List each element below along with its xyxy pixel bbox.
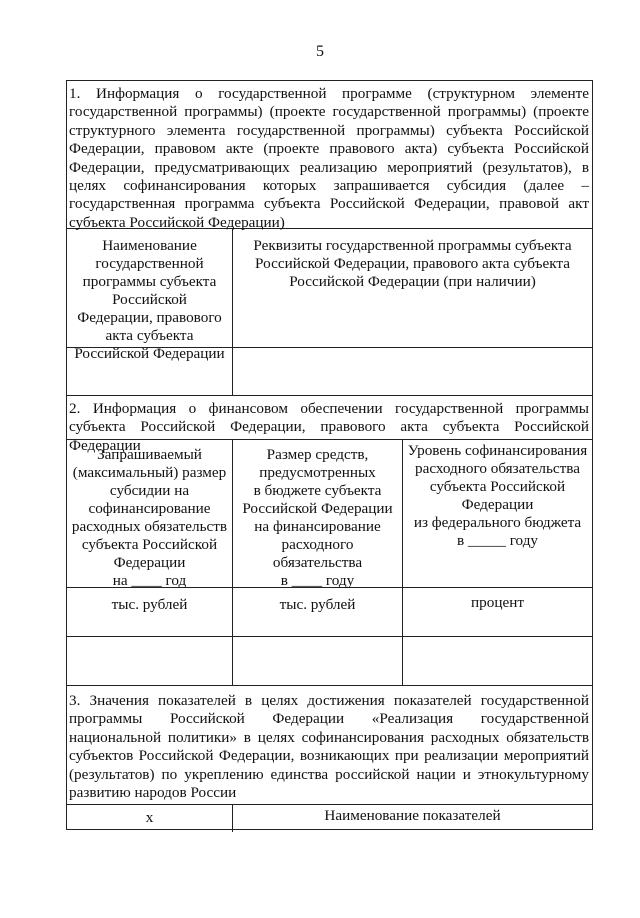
section-2-units-row (67, 587, 592, 636)
cofinancing-level-line: Уровень софинансирования (407, 442, 588, 459)
subsidy-amount-line: (максимальный) размер (72, 464, 227, 481)
subsidy-amount-line: Запрашиваемый (97, 446, 202, 463)
regional-budget-line: Размер средств, (266, 446, 369, 463)
page-number: 5 (316, 43, 324, 60)
x-column-header: х (145, 809, 154, 826)
subsidy-amount-header (67, 440, 232, 587)
regional-budget-header (232, 440, 402, 587)
subsidy-amount-line: Федерации (113, 554, 186, 571)
cofinancing-level-line: Федерации (461, 496, 534, 513)
regional-budget-line: в бюджете субъекта (253, 482, 382, 499)
cofinancing-level-line: из федерального бюджета (413, 514, 582, 531)
indicators-name-header: Наименование показателей (232, 805, 592, 832)
program-details-cell (232, 348, 592, 396)
regional-budget-line: в ____ году (280, 572, 355, 589)
section-3-heading: 3. Значения показателей в целях достижения показателей государственной программы Российской Федерации «Реализация государственной национальной политики» в целях софинансирования расходных обязательств субъектов Российской Федерации, возникающих при реализации мероприятий (результатов) по укреплению единства российской нации и этнокультурному развитию народов России (69, 692, 589, 802)
section-1-data-row (67, 347, 592, 396)
regional-budget-line: обязательства (272, 554, 363, 571)
section-2 (67, 396, 592, 686)
regional-budget-line: расходного (281, 536, 354, 553)
section-1-header-row (67, 228, 592, 362)
unit-percent: процент (402, 588, 592, 636)
section-2-heading: 2. Информация о финансовом обеспечении государственной программы субъекта Российской Федерации, правового акта субъекта Российской Федерации (69, 400, 589, 454)
cofinancing-level-line: в _____ году (456, 532, 539, 549)
program-name-cell (67, 348, 232, 396)
unit-thousand-rubles: тыс. рублей (111, 596, 188, 613)
subsidy-amount-cell (67, 637, 232, 685)
section-3-header-row (67, 804, 592, 832)
regional-budget-cell (232, 637, 402, 685)
subsidy-amount-line: субсидии на (109, 482, 190, 499)
subsidy-amount-line: на ____ год (112, 572, 187, 589)
cofinancing-level-header (402, 440, 592, 587)
section-2-header-row (67, 439, 592, 587)
section-1-heading: 1. Информация о государственной программе (структурном элементе государственной программы) (проекте государственной программы) (проекте структурного элемента государственной программы) субъекта Российской Федерации, правовом акте (проекте правового акта) субъекта Российской Федерации, предусматривающих реализацию мероприятий (результатов), в целях софинансирования которых запрашивается субсидия (далее – государственная программа субъекта Российской Федерации, правовой акт субъекта Российской Федерации) (69, 85, 589, 231)
regional-budget-line: Российской Федерации (242, 500, 393, 517)
regional-budget-line: на финансирование (254, 518, 381, 535)
subsidy-amount-line: субъекта Российской (81, 536, 218, 553)
section-1 (67, 81, 592, 396)
section-3 (67, 686, 592, 831)
cofinancing-level-line: субъекта Российской (429, 478, 566, 495)
regional-budget-line: предусмотренных (259, 464, 376, 481)
cofinancing-level-line: расходного обязательства (415, 460, 580, 477)
document-table (66, 80, 593, 830)
subsidy-amount-line: софинансирование (88, 500, 211, 517)
section-2-data-row (67, 636, 592, 685)
program-details-header: Реквизиты государственной программы субъекта Российской Федерации, правового акта субъекта Российской Федерации (при наличии) (232, 229, 592, 347)
unit-thousand-rubles: тыс. рублей (232, 588, 402, 636)
subsidy-amount-line: расходных обязательств (71, 518, 228, 535)
program-name-header: Наименование государственной программы субъекта Российской Федерации, правового акта субъекта Российской Федерации (74, 237, 225, 362)
cofinancing-level-cell (402, 637, 592, 685)
